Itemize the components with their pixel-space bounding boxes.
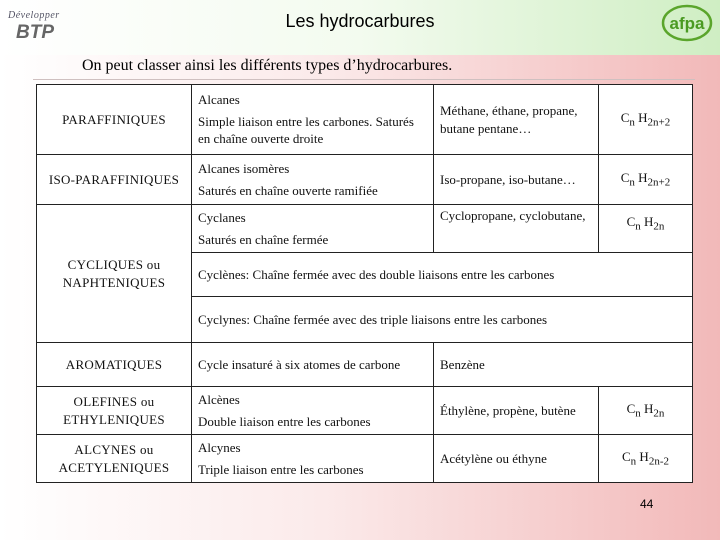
type-desc: Simple liaison entre les carbones. Saturés en chaîne ouverte droite bbox=[198, 113, 414, 147]
formula-cell: $C_n$ $H_{2n-2}$ bbox=[599, 435, 693, 483]
category-cell: OLEFINES ou ETHYLENIQUES bbox=[37, 387, 192, 435]
type-cell: Cycle insaturé à six atomes de carbone bbox=[192, 343, 434, 387]
formula-cell: $C_n$ $H_{2n+2}$ bbox=[599, 155, 693, 205]
type-name: Cyclynes bbox=[198, 311, 247, 327]
slide-title: Les hydrocarbures bbox=[285, 11, 435, 31]
type-name: Alcènes bbox=[198, 391, 240, 407]
subtitle-rule bbox=[33, 79, 695, 80]
type-desc: : Chaîne fermée avec des triple liaisons entre les carbones bbox=[246, 311, 548, 327]
type-cell bbox=[192, 205, 434, 253]
table-row-isoparaffin bbox=[37, 155, 693, 205]
formula-cell: $C_n$ $H_{2n+2}$ bbox=[599, 85, 693, 155]
type-name: Alcynes bbox=[198, 439, 241, 455]
type-desc: Saturés en chaîne ouverte ramifiée bbox=[198, 182, 378, 198]
logo-left-bottom-text: BTP bbox=[16, 22, 54, 43]
page-number: 44 bbox=[640, 497, 654, 511]
examples-cell: Cyclopropane, cyclobutane, bbox=[434, 205, 599, 253]
formula-cell: $C_n$ $H_{2n}$ bbox=[599, 387, 693, 435]
table-row-cyclanes bbox=[37, 205, 693, 253]
table-row-aromatic bbox=[37, 343, 693, 387]
type-cell bbox=[192, 297, 693, 343]
type-cell bbox=[192, 85, 434, 155]
type-cell bbox=[192, 155, 434, 205]
hydrocarbon-table bbox=[36, 84, 693, 483]
table-row-alcyne bbox=[37, 435, 693, 483]
type-desc: : Chaîne fermée avec des double liaisons entre les carbones bbox=[245, 266, 555, 282]
category-cell: ISO-PARAFFINIQUES bbox=[37, 155, 192, 205]
examples-cell: Acétylène ou éthyne bbox=[434, 435, 599, 483]
category-cell: CYCLIQUES ou NAPHTENIQUES bbox=[37, 205, 192, 343]
afpa-logo-text: afpa bbox=[669, 14, 705, 33]
type-desc: Triple liaison entre les carbones bbox=[198, 461, 364, 477]
table-row-olefin bbox=[37, 387, 693, 435]
formula-cell: $C_n$ $H_{2n}$ bbox=[599, 205, 693, 253]
type-desc: Saturés en chaîne fermée bbox=[198, 231, 329, 247]
examples-cell: Méthane, éthane, propane, butane pentane… bbox=[434, 85, 599, 155]
afpa-logo bbox=[660, 3, 715, 51]
type-cell bbox=[192, 253, 693, 297]
table-row-paraffin bbox=[37, 85, 693, 155]
logo-left-top-text: Développer bbox=[8, 10, 60, 21]
category-cell: PARAFFINIQUES bbox=[37, 85, 192, 155]
slide-header bbox=[0, 0, 720, 55]
type-cell bbox=[192, 387, 434, 435]
type-desc: Double liaison entre les carbones bbox=[198, 413, 371, 429]
type-name: Cyclènes bbox=[198, 266, 246, 282]
type-cell bbox=[192, 435, 434, 483]
type-name: Alcanes isomères bbox=[198, 160, 290, 176]
type-name: Cyclanes bbox=[198, 209, 246, 225]
examples-cell: Benzène bbox=[434, 343, 693, 387]
type-name: Alcanes bbox=[198, 92, 240, 108]
category-cell: AROMATIQUES bbox=[37, 343, 192, 387]
category-cell: ALCYNES ou ACETYLENIQUES bbox=[37, 435, 192, 483]
subtitle: On peut classer ainsi les différents types d’hydrocarbures. bbox=[82, 57, 453, 74]
examples-cell: Iso-propane, iso-butane… bbox=[434, 155, 599, 205]
examples-cell: Éthylène, propène, butène bbox=[434, 387, 599, 435]
